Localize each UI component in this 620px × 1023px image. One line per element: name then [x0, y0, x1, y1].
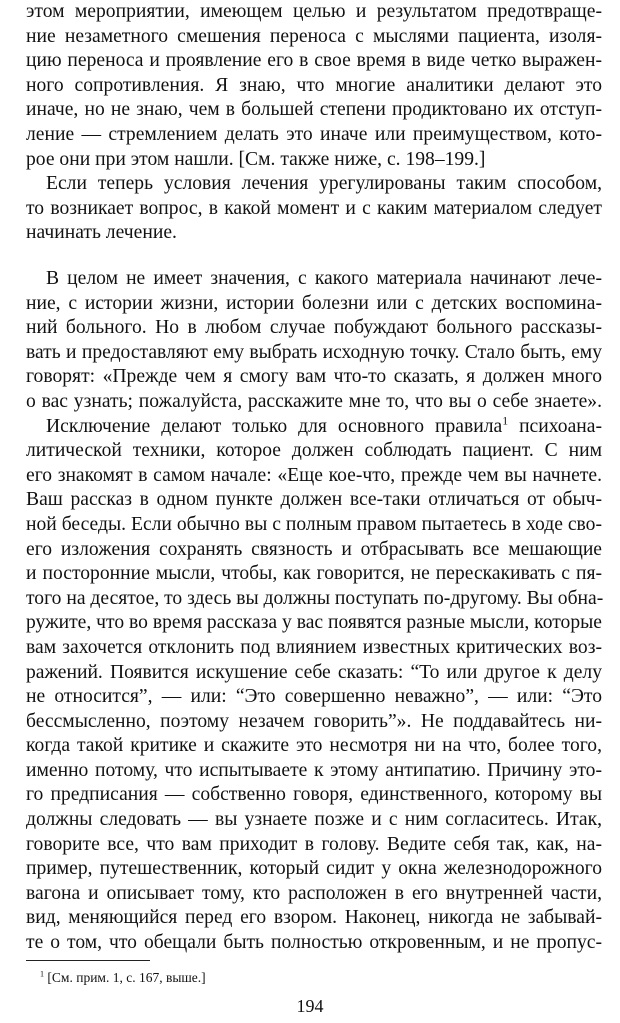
footnote-text: [См. прим. 1, с. 167, выше.]	[44, 970, 206, 985]
text-line: вид, меняющийся перед его взором. Наконец, никогда не забывай-	[26, 907, 602, 929]
text-line: того на десятое, то здесь вы должны поступать по-другому. Вы обна-	[26, 587, 604, 609]
text-line: вагона и описывает тому, кто расположен в его внутренней части,	[26, 882, 602, 904]
text-line: ражений. Появится искушение себе сказать: “То или другое к делу	[26, 661, 602, 683]
footnote-reference: 1	[502, 414, 509, 428]
paragraph-block-2	[26, 267, 602, 956]
text-line: его изложения сохранять связность и отбрасывать все мешающие	[26, 538, 602, 560]
text-line: ние незаметного смешения переноса с мыслями пациента, изоля-	[26, 25, 602, 47]
text-line: вать и предоставляют ему выбрать исходную точку. Стало быть, ему	[26, 341, 602, 363]
text-line: ной беседы. Если обычно вы с полным правом пытаетесь в ходе сво-	[26, 513, 602, 535]
text-line: ление — стремлением делать это иначе или преимуществом, кото-	[26, 123, 602, 145]
text-line: ний больного. Но в любом случае побуждают больного рассказы-	[26, 317, 602, 339]
text-line: рое они при этом нашли. [См. также ниже, с. 198–199.]	[26, 148, 486, 170]
text-line: то возникает вопрос, в какой момент и с каким материалом следует	[26, 197, 602, 219]
text-line: не относится”, — или: “Это совершенно неважно”, — или: “Это	[26, 686, 602, 708]
text-line: начинать лечение.	[26, 222, 177, 244]
text-line: когда такой критике и скажите это несмотря ни на что, более того,	[26, 735, 602, 757]
text-line: литической техники, которое должен соблюдать пациент. С ним	[26, 440, 602, 462]
text-line-with-footnote-ref	[26, 415, 602, 440]
text-line: говорят: «Прежде чем я смогу вам что-то сказать, я должен много	[26, 366, 602, 388]
text-line: этом мероприятии, имеющем целью и результатом предотвраще-	[26, 1, 602, 22]
text-line: цию переноса и проявление его в свое время в виде четко выражен-	[26, 50, 602, 72]
text-line: и посторонние мысли, чтобы, как говорится, не перескакивать с пя-	[26, 563, 602, 585]
text-line: вам захочется отклонить под влиянием известных критических воз-	[26, 636, 602, 658]
paragraph-block-1	[26, 0, 602, 246]
text-line: Если теперь условия лечения урегулированы таким способом,	[46, 173, 602, 195]
text-fragment: психоана-	[508, 415, 602, 437]
text-line: ружите, что во время рассказа у вас появятся разные мысли, которые	[26, 612, 602, 634]
text-fragment: Исключение делают только для основного правила	[46, 415, 503, 437]
footnote	[40, 970, 206, 986]
text-line: ного сопротивления. Я знаю, что многие аналитики делают это	[26, 74, 602, 96]
text-line: го предписания — собственно говоря, единственного, которому вы	[26, 784, 602, 806]
footnote-marker: 1	[40, 969, 45, 979]
text-line: о вас узнать; пожалуйста, расскажите мне то, что вы о себе знаете».	[26, 390, 602, 412]
text-line: должны следовать — вы узнаете позже и с ним согласитесь. Итак,	[26, 809, 602, 831]
footnote-divider	[26, 960, 150, 961]
text-line: говорите все, что вам приходит в голову. Ведите себя так, как, на-	[26, 833, 602, 855]
text-line: пример, путешественник, который сидит у окна железнодорожного	[26, 858, 602, 880]
text-line: бессмысленно, поэтому незачем говорить”». Не поддавайтесь ни-	[26, 710, 602, 732]
text-line: В целом не имеет значения, с какого материала начинают лече-	[46, 268, 602, 289]
text-line: его знакомят в самом начале: «Еще кое-что, прежде чем вы начнете.	[26, 464, 602, 486]
page-number: 194	[296, 996, 324, 1016]
text-line: Ваш рассказ в одном пункте должен все-таки отличаться от обыч-	[26, 489, 602, 511]
text-line: иначе, но не знаю, чем в большей степени продиктовано их отступ-	[26, 99, 602, 121]
text-line: именно потому, что испытываете к этому антипатию. Причину это-	[26, 759, 602, 781]
text-line: те о том, что обещали быть полностью откровенным, и не пропус-	[26, 932, 602, 954]
text-line: ние, с истории жизни, истории болезни или с детских воспомина-	[26, 292, 602, 314]
